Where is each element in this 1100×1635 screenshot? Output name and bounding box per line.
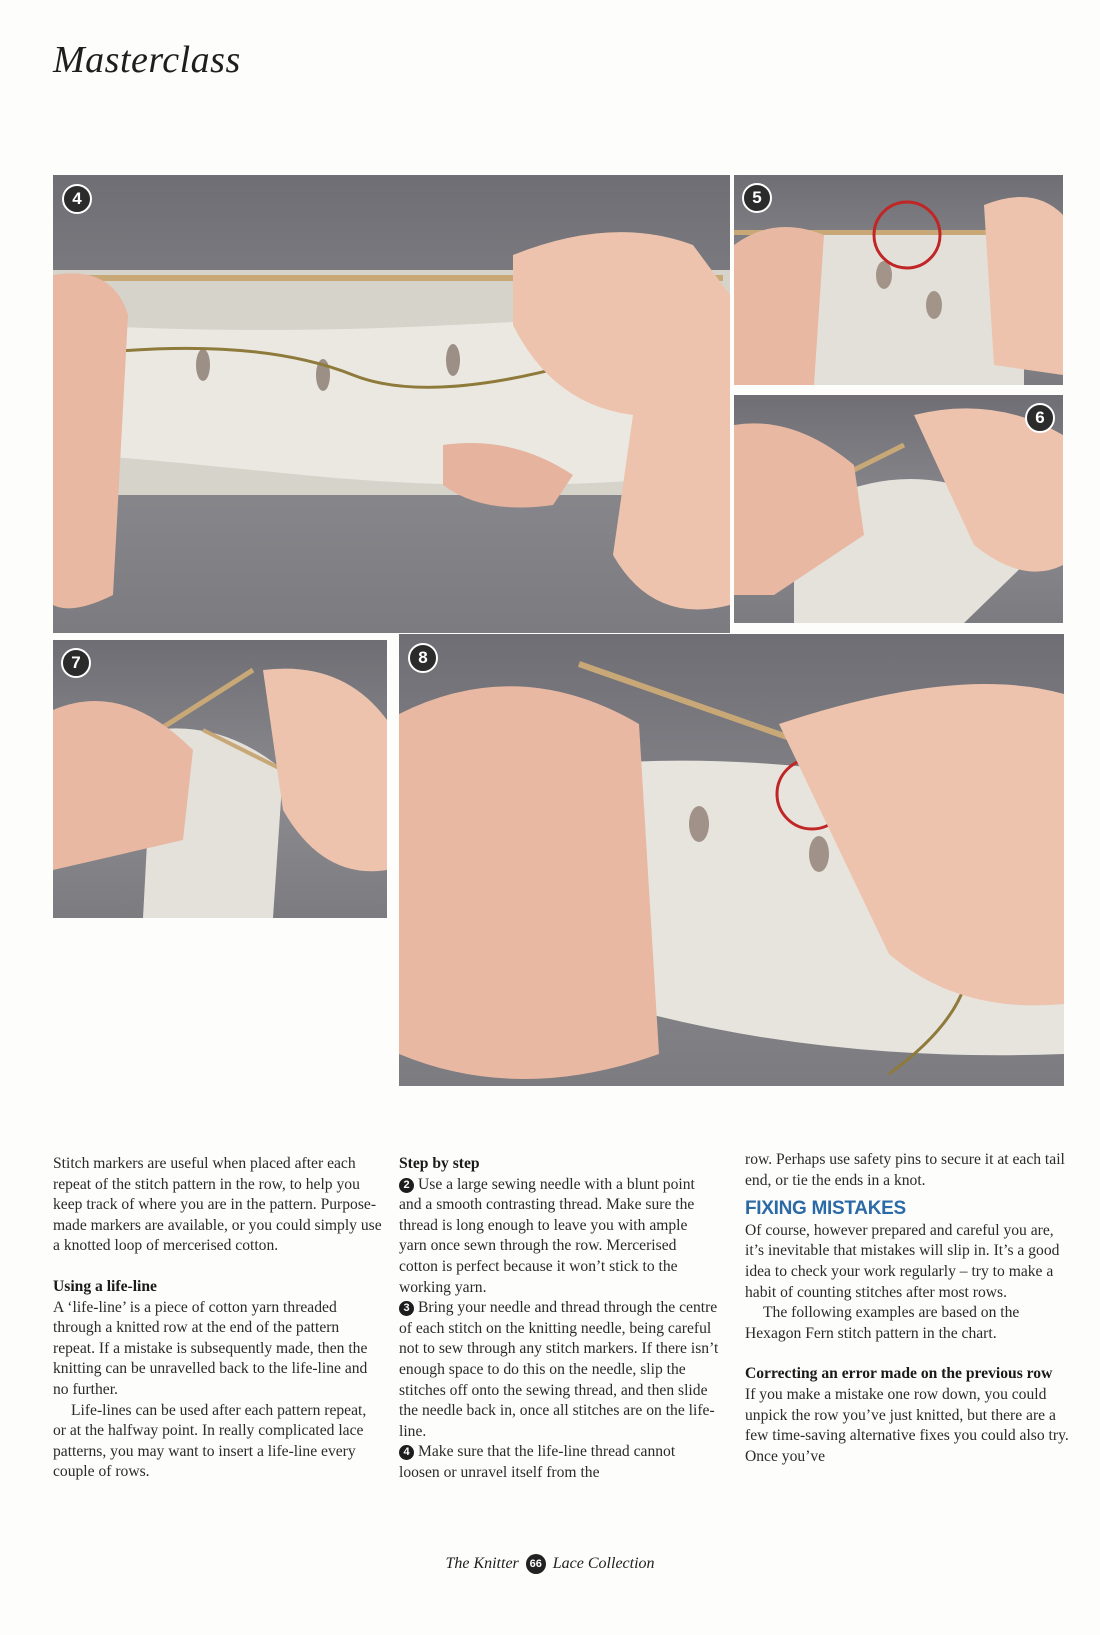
- step-item: [399, 1442, 719, 1483]
- text-column-left: [53, 1154, 383, 1483]
- correcting-paragraph: If you make a mistake one row down, you could unpick the row you’ve just knitted, but there are a few time-saving alternative fixes you could also try. Once you’ve: [745, 1385, 1069, 1465]
- step-photo-8: [399, 634, 1064, 1086]
- step-badge-4: 4: [62, 184, 92, 214]
- fixing-paragraph-1: Of course, however prepared and careful you are, it’s inevitable that mistakes will slip in. It’s a good idea to check your work regularly – try to make a habit of counting stitches after most rows.: [745, 1221, 1060, 1301]
- knitting-photo-illustration: [399, 634, 1064, 1086]
- edition-name: Lace Collection: [552, 1555, 655, 1572]
- step-by-step-heading: Step by step: [399, 1155, 480, 1172]
- fixing-paragraph-2: The following examples are based on the Hexagon Fern stitch pattern in the chart.: [745, 1304, 1020, 1342]
- fixing-mistakes-heading: FIXING MISTAKES: [745, 1198, 906, 1220]
- knitting-photo-illustration: [734, 395, 1063, 623]
- page-title: Masterclass: [53, 39, 241, 81]
- knitting-photo-illustration: [734, 175, 1063, 385]
- continued-paragraph: row. Perhaps use safety pins to secure it at each tail end, or tie the ends in a knot.: [745, 1151, 1065, 1189]
- magazine-name: The Knitter: [445, 1555, 519, 1572]
- intro-paragraph: Stitch markers are useful when placed after each repeat of the stitch pattern in the row, to help you keep track of where you are in the pattern. Purpose-made markers are available, or you could simply use a knotted loop of mercerised cotton.: [53, 1155, 382, 1255]
- step-badge-8: 8: [408, 643, 438, 673]
- step-item: [399, 1175, 719, 1299]
- step-photo-6: [734, 395, 1063, 623]
- lifeline-heading: Using a life-line: [53, 1277, 157, 1295]
- step-item: [399, 1298, 719, 1442]
- step-badge-5: 5: [742, 183, 772, 213]
- step-text: Make sure that the life-line thread cannot loosen or unravel itself from the: [399, 1443, 676, 1481]
- lifeline-paragraph-1: A ‘life-line’ is a piece of cotton yarn threaded through a knitted row at the end of the pattern repeat. If a mistake is subsequently made, then the knitting can be unravelled back to the life-line and no further.: [53, 1298, 368, 1398]
- step-badge-7: 7: [61, 648, 91, 678]
- step-number-icon: 3: [399, 1301, 414, 1316]
- step-photo-5: [734, 175, 1063, 385]
- step-photo-4: [53, 175, 730, 633]
- step-number-icon: 2: [399, 1178, 414, 1193]
- page-footer: [0, 1554, 1100, 1574]
- step-badge-6: 6: [1025, 403, 1055, 433]
- step-photo-7: [53, 640, 387, 918]
- text-column-middle: [399, 1154, 719, 1484]
- page-number: 66: [526, 1554, 546, 1574]
- correcting-error-heading: Correcting an error made on the previous row: [745, 1365, 1053, 1383]
- text-column-right: [745, 1150, 1070, 1467]
- step-text: Bring your needle and thread through the centre of each stitch on the knitting needle, being careful not to sew through any stitch markers. If there isn’t enough space to do this on the needle, slip the stitches off onto the sewing thread, and then slide the needle back in, once all stitches are on the life-line.: [399, 1299, 719, 1440]
- step-number-icon: 4: [399, 1445, 414, 1460]
- knitting-photo-illustration: [53, 640, 387, 918]
- knitting-photo-illustration: [53, 175, 730, 633]
- step-text: Use a large sewing needle with a blunt point and a smooth contrasting thread. Make sure the thread is long enough to leave you with ample yarn once sewn through the row. Mercerised cotton is perfect because it won’t stick to the working yarn.: [399, 1175, 695, 1296]
- lifeline-paragraph-2: Life-lines can be used after each pattern repeat, or at the halfway point. In really complicated lace patterns, you may want to insert a life-line every couple of rows.: [53, 1401, 367, 1481]
